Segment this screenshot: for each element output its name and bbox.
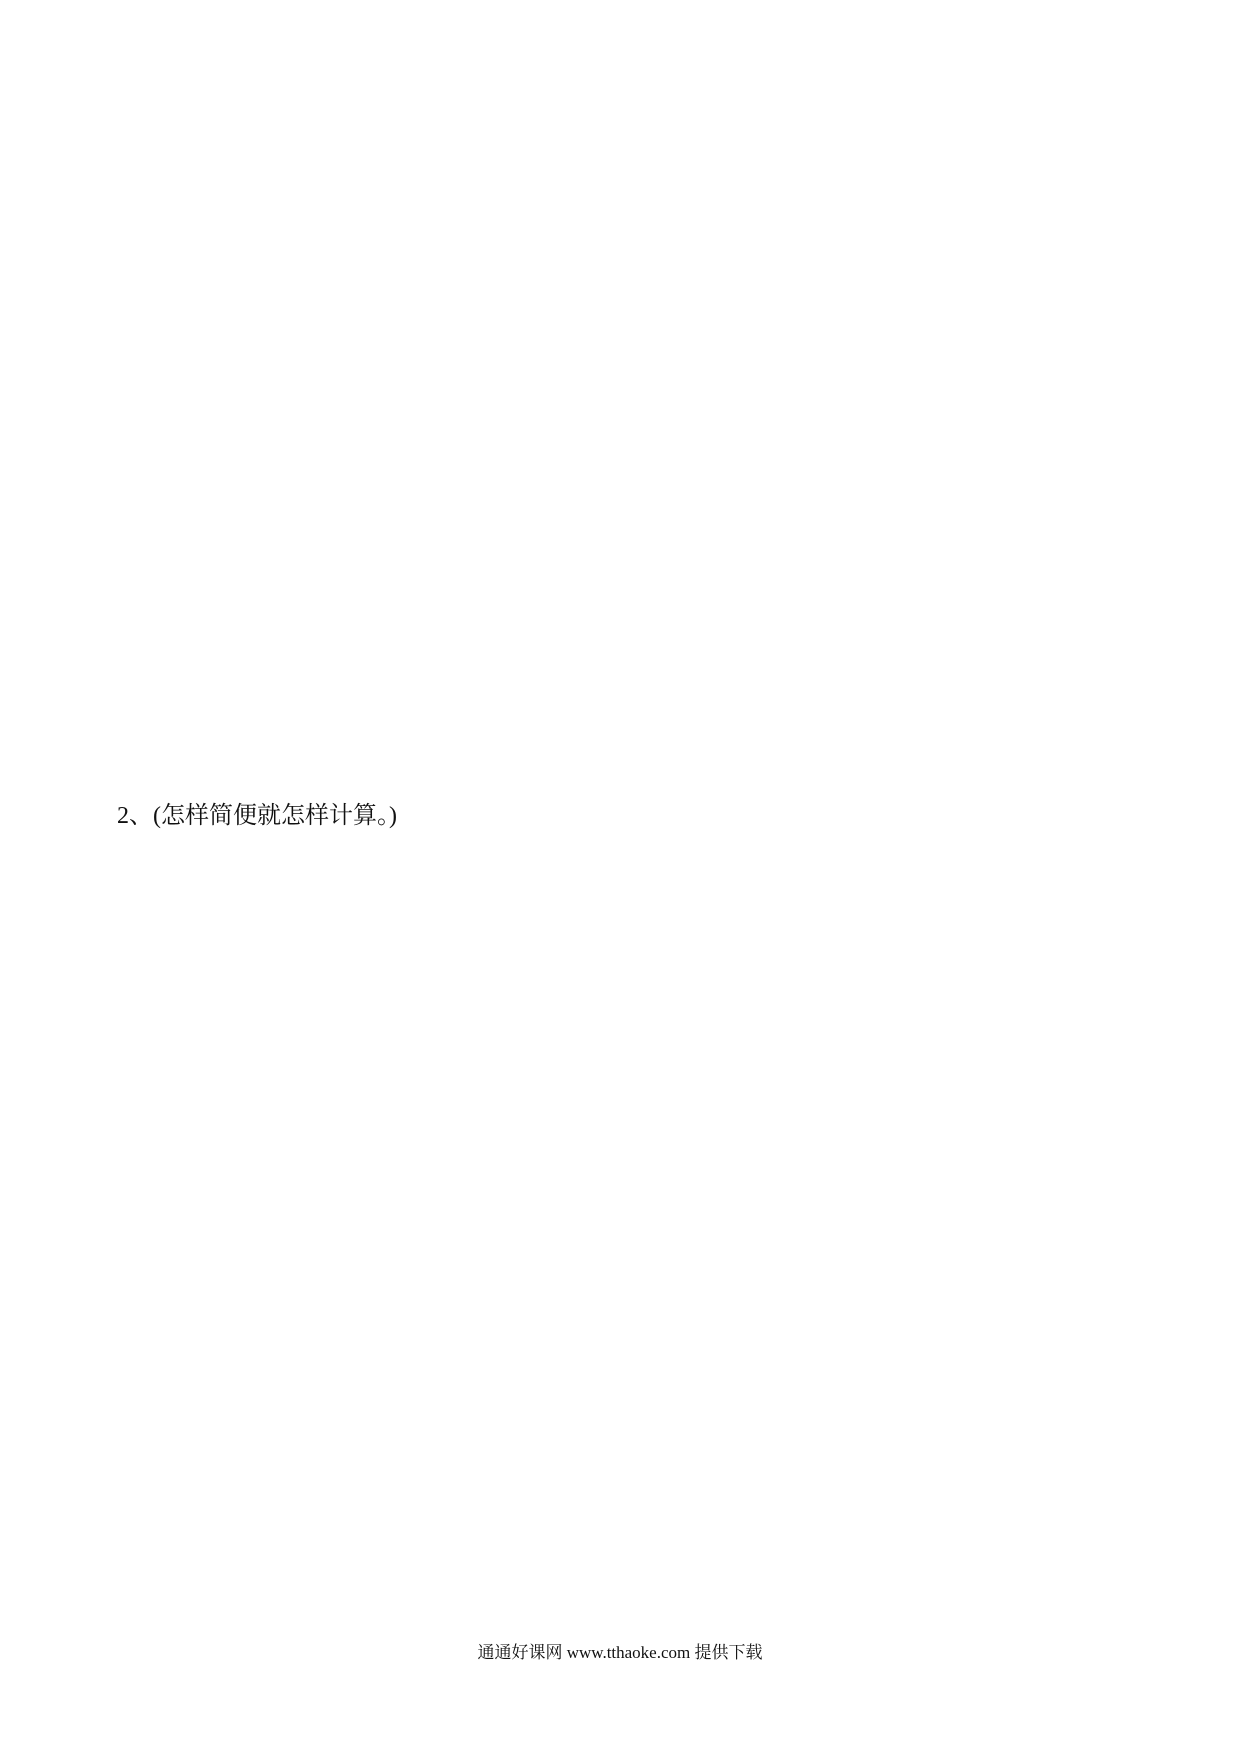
footer-credit: 通通好课网 www.tthaoke.com 提供下载 xyxy=(477,1643,763,1662)
section-2-heading: 2、(怎样简便就怎样计算。) xyxy=(117,803,397,829)
